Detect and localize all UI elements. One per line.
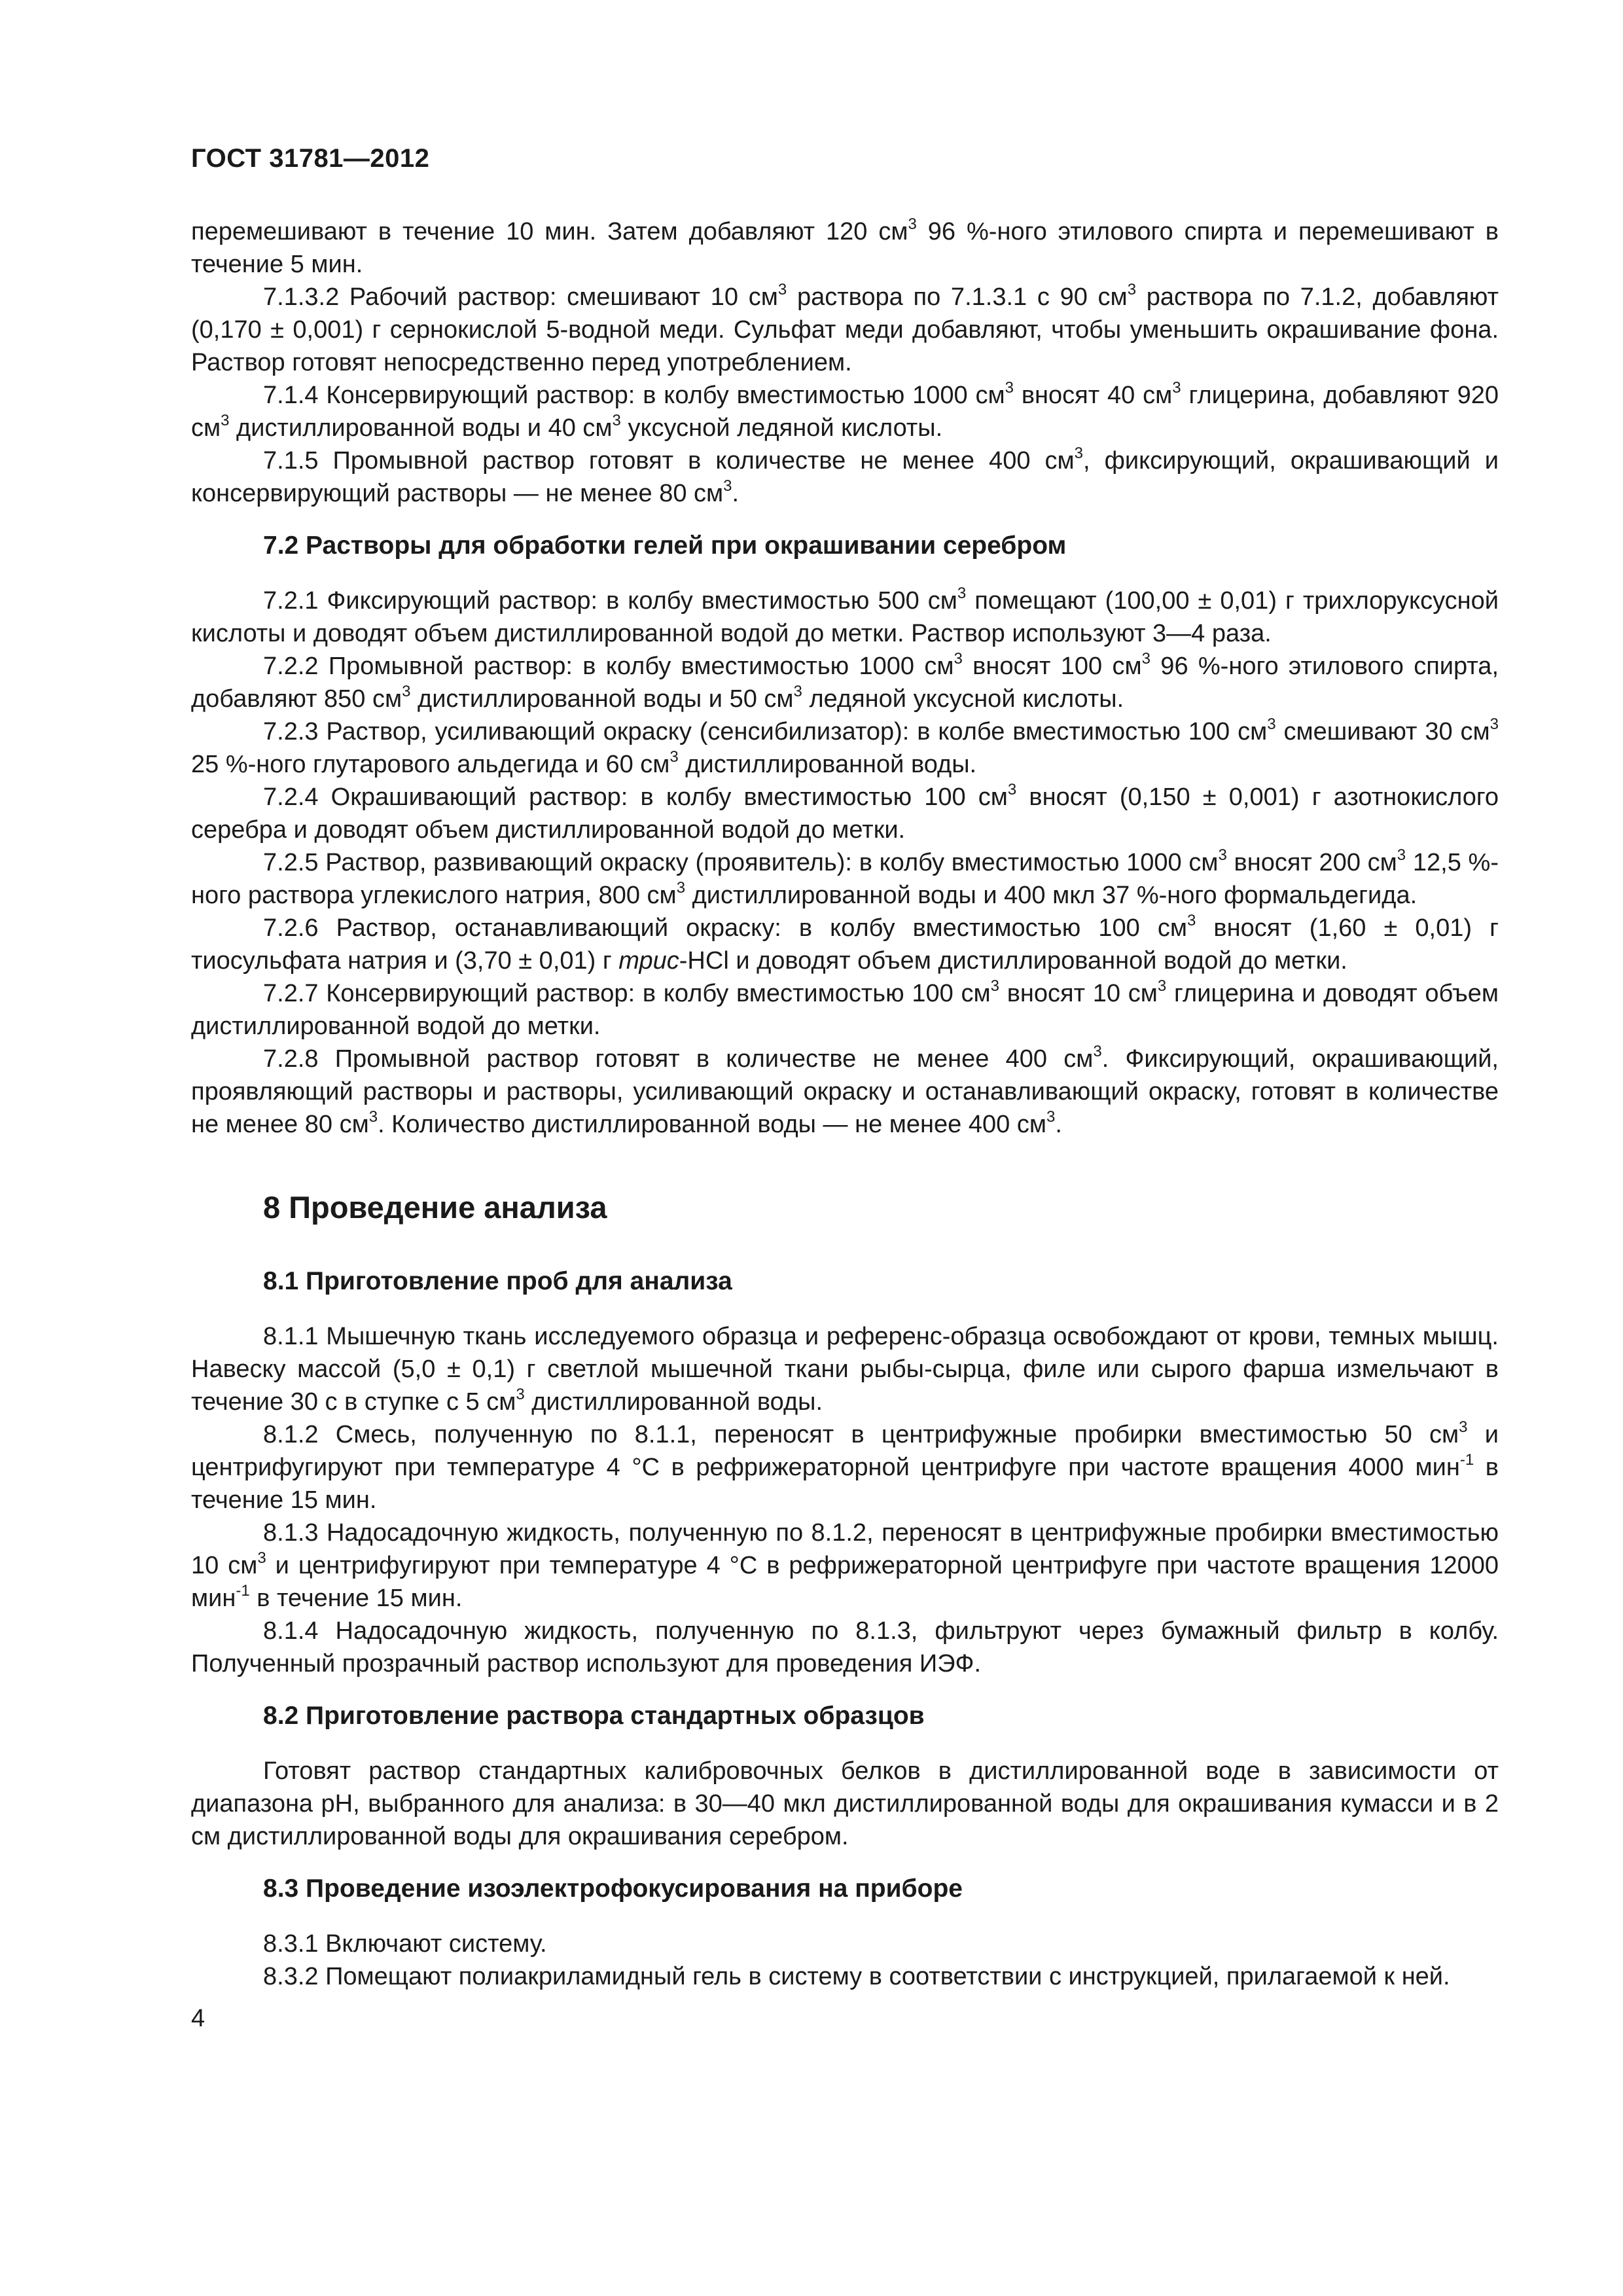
- subsection-heading: 8.1 Приготовление проб для анализа: [263, 1267, 732, 1295]
- paragraph: 7.1.4 Консервирующий раствор: в колбу вместимостью 1000 $см^3$ вносят 40 $см^3$ глицерина, добавляют 920 $см^3$ дистиллированной воды и 40 $см^3$ уксусной ледяной кислоты.: [191, 379, 1499, 442]
- section-heading: 8 Проведение анализа: [263, 1190, 607, 1225]
- document-header: ГОСТ 31781—2012: [191, 144, 430, 173]
- paragraph: 7.1.3.2 Рабочий раствор: смешивают 10 $см^3$ раствора по 7.1.3.1 с 90 $см^3$ раствора по 7.1.2, добавляют (0,170 ± 0,001) г сернокислой 5-водной меди. Сульфат меди добавляют, чтобы уменьшить окрашивание фона. Раствор готовят непосредственно перед употреблением.: [191, 281, 1499, 376]
- paragraph: 7.2.1 Фиксирующий раствор: в колбу вместимостью 500 $см^3$ помещают (100,00 ± 0,01) г трихлоруксусной кислоты и доводят объем дистиллированной водой до метки. Раствор используют 3—4 раза.: [191, 584, 1499, 647]
- paragraph: 7.2.3 Раствор, усиливающий окраску (сенсибилизатор): в колбе вместимостью 100 $см^3$ смешивают 30 $см^3$ 25 %-ного глутарового альдегида и 60 $см^3$ дистиллированной воды.: [191, 715, 1499, 778]
- paragraph: 8.3.2 Помещают полиакриламидный гель в систему в соответствии с инструкцией, прилагаемой к ней.: [263, 1963, 1450, 1990]
- paragraph: 7.2.8 Промывной раствор готовят в количестве не менее 400 $см^3$. Фиксирующий, окрашивающий, проявляющий растворы и растворы, усиливающий окраску и останавливающий окраску, готовят в количестве не менее 80 $см^3$. Количество дистиллированной воды — не менее 400 $см^3$.: [191, 1043, 1499, 1138]
- subsection-heading: 8.2 Приготовление раствора стандартных образцов: [263, 1702, 925, 1730]
- paragraph: 7.2.2 Промывной раствор: в колбу вместимостью 1000 $см^3$ вносят 100 $см^3$ 96 %-ного этилового спирта, добавляют 850 $см^3$ дистиллированной воды и 50 $см^3$ ледяной уксусной кислоты.: [191, 650, 1499, 713]
- document-body: [191, 215, 1499, 1993]
- paragraph: 8.1.3 Надосадочную жидкость, полученную по 8.1.2, переносят в центрифужные пробирки вместимостью 10 $см^3$ и центрифугируют при температуре 4 °С в рефрижераторной центрифуге при частоте вращения 12000 мин$^{-1}$ в течение 15 мин.: [191, 1519, 1499, 1612]
- paragraph: 7.2.4 Окрашивающий раствор: в колбу вместимостью 100 $см^3$ вносят (0,150 ± 0,001) г азотнокислого серебра и доводят объем дистиллированной водой до метки.: [191, 781, 1499, 844]
- paragraph: 8.3.1 Включают систему.: [263, 1930, 547, 1958]
- paragraph: Готовят раствор стандартных калибровочных белков в дистиллированной воде в зависимости от диапазона pH, выбранного для анализа: в 30—40 мкл дистиллированной воды для окрашивания кумасси и в 2 см дистиллированной воды для окрашивания серебром.: [191, 1757, 1499, 1850]
- page-number: 4: [191, 2005, 205, 2032]
- subsection-heading: 7.2 Растворы для обработки гелей при окрашивании серебром: [263, 531, 1067, 560]
- paragraph: 8.1.4 Надосадочную жидкость, полученную по 8.1.3, фильтруют через бумажный фильтр в колбу. Полученный прозрачный раствор используют для проведения ИЭФ.: [191, 1617, 1499, 1677]
- paragraph: 7.2.5 Раствор, развивающий окраску (проявитель): в колбу вместимостью 1000 $см^3$ вносят 200 $см^3$ 12,5 %-ного раствора углекислого натрия, 800 $см^3$ дистиллированной воды и 400 мкл 37 %-ного формальдегида.: [191, 846, 1499, 909]
- paragraph: 7.2.6 Раствор, останавливающий окраску: в колбу вместимостью 100 $см^3$ вносят (1,60 ± 0,01) г тиосульфата натрия и (3,70 ± 0,01) г трис-HCl и доводят объем дистиллированной водой до метки.: [191, 912, 1499, 975]
- subsection-heading: 8.3 Проведение изоэлектрофокусирования на приборе: [263, 1874, 963, 1903]
- paragraph: 8.1.1 Мышечную ткань исследуемого образца и референс-образца освобождают от крови, темных мышц. Навеску массой (5,0 ± 0,1) г светлой мышечной ткани рыбы-сырца, филе или сырого фарша измельчают в течение 30 с в ступке с 5 $см^3$ дистиллированной воды.: [191, 1323, 1499, 1416]
- paragraph: 7.2.7 Консервирующий раствор: в колбу вместимостью 100 $см^3$ вносят 10 $см^3$ глицерина и доводят объем дистиллированной водой до метки.: [191, 977, 1499, 1040]
- paragraph: 8.1.2 Смесь, полученную по 8.1.1, переносят в центрифужные пробирки вместимостью 50 $см^3$ и центрифугируют при температуре 4 °С в рефрижераторной центрифуге при частоте вращения 4000 мин$^{-1}$ в течение 15 мин.: [191, 1418, 1499, 1514]
- paragraph: 7.1.5 Промывной раствор готовят в количестве не менее 400 $см^3$, фиксирующий, окрашивающий и консервирующий растворы — не менее 80 $см^3$.: [191, 444, 1499, 507]
- page-content: [191, 144, 1499, 2033]
- paragraph: перемешивают в течение 10 мин. Затем добавляют 120 $см^3$ 96 %-ного этилового спирта и перемешивают в течение 5 мин.: [191, 215, 1499, 278]
